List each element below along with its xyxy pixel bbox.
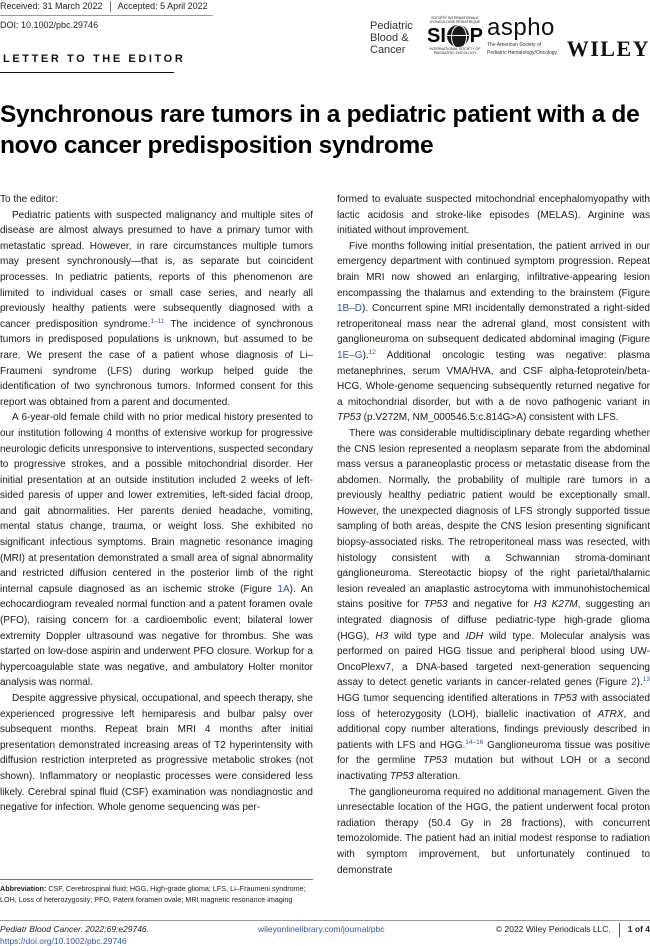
salutation: To the editor: xyxy=(0,194,58,205)
citation-link[interactable]: 14–16 xyxy=(465,738,484,746)
citation-link[interactable]: 13 xyxy=(642,676,650,684)
journal-logo: Pediatric Blood & Cancer xyxy=(370,20,413,56)
article-title: Synchronous rare tumors in a pediatric patient with a de novo cancer predisposition syndrome xyxy=(0,101,640,159)
section-label: LETTER TO THE EDITOR xyxy=(3,53,186,65)
paragraph-3: Despite aggressive physical, occupational, and speech therapy, she experienced progressive left hemiparesis and bulbar palsy over subsequent months. Repeat brain MRI 4 months after initial presentation demonstrated increasing areas of T2 hyperintensity with diffusion restriction interpreted as progressive metabolic strokes (not shown). Inflammatory or neoplastic processes were considered less likely. Cerebral spinal fluid (CSF) examination was nondiagnostic and negative for infection. Whole genome sequencing was per- xyxy=(0,693,313,814)
right-column xyxy=(337,192,650,878)
citation-link[interactable]: 12 xyxy=(368,348,376,356)
publisher-logos xyxy=(370,16,650,64)
accepted-date: Accepted: 5 April 2022 xyxy=(117,1,208,11)
abbreviations-note: Abbreviation: CSF, Cerebrospinal fluid; HGG, High-grade glioma; LFS, Li–Fraumeni syndrome; LOH, Loss of heterozygosity; PFO, Patent foramen ovale; MRI magnetic resonance imaging xyxy=(0,884,306,904)
paragraph-5: There was considerable multidisciplinary debate regarding whether the CNS lesion represented a neoplasm separate from the abdominal mass versus a paraneoplastic process or metastatic disease from the abdomen. Normally, the probability of multiple rare tumors in a previously healthy pediatric patient would be exceptionally small. However, the unexpected diagnosis of LFS strongly supported tissue sampling of both areas, despite the CNS lesion presenting significant biopsy-associated risks. The retroperitoneal mass was resected, with histology consistent with a Schwannian stroma-dominant ganglioneuroma. Stereotactic biopsy of the right parietal/thalamic lesion revealed an anaplastic astrocytoma with immunohistochemical stains positive for TP53 and negative for H3 K27M, suggesting an integrated diagnosis of diffuse pediatric-type high-grade glioma (HGG), H3 wild type and IDH wild type. Molecular analysis was performed on paired HGG tissue and peripheral blood using UW-OncoPlexv7, a DNA-based targeted next-generation sequencing assay to detect genetic variants in cancer-related genes (Figure 2).$^{13}$ HGG tumor sequencing identified alterations in TP53 with associated loss of heterozygosity (LOH), biallelic inactivation of ATRX, and additional copy number alterations, findings previously described in patients with LFS and HGG.$^{14-16}$ Ganglioneuroma tissue was positive for the germline TP53 mutation but without LOH or a second inactivating TP53 alteration. xyxy=(337,427,650,782)
aspho-logo: aspho The American Society of Pediatric Hematology/Oncology xyxy=(487,14,558,56)
article-doi: DOI: 10.1002/pbc.29746 xyxy=(0,20,99,30)
abbreviation-rule xyxy=(0,879,313,880)
article-meta xyxy=(0,0,208,30)
footer-rule xyxy=(0,920,650,921)
doi-link[interactable]: https://doi.org/10.1002/pbc.29746 xyxy=(0,936,127,946)
paragraph-6: The ganglioneuroma required no additional management. Given the unresectable location of the HGG, the patient underwent focal proton radiation therapy (50.4 Gy in 28 fractions), with concurrent temozolomide. The patient had an initial modest response to radiation with symptom improvement, but unfortunately continued to demonstrate xyxy=(337,786,650,876)
meta-divider xyxy=(110,1,111,12)
left-column xyxy=(0,192,313,816)
footer-divider xyxy=(619,923,620,937)
page-number: 1 of 4 xyxy=(627,924,650,934)
siop-logo: SOCIÉTÉ INTERNATIONALE D'ONCOLOGIE PÉDIATRIQUE SI P INTERNATIONAL SOCIETY OF PAEDIATRIC ONCOLOGY xyxy=(427,16,483,55)
citation-link[interactable]: 1–11 xyxy=(150,317,165,325)
paragraph-3-continued: formed to evaluate suspected mitochondrial encephalomyopathy with lactic acidosis and stroke-like episodes (MELAS). Arginine was initiated without improvement. xyxy=(337,194,650,237)
figure-link[interactable]: 1A xyxy=(277,583,290,595)
footer-right xyxy=(496,923,650,937)
figure-link[interactable]: 2 xyxy=(631,677,637,689)
wiley-logo: WILEY xyxy=(566,36,650,61)
paragraph-2: A 6-year-old female child with no prior medical history presented to our institution following 4 months of extensive workup for progressive neurologic deficits unresponsive to interventions, suspected secondary to progressive strokes, and a possible mitochondrial disorder. Her initial presentation at an outside institution included 2 weeks of left-sided paresis of upper and lower extremities, left-sided facial droop, and gait abnormalities. Her parents denied headache, vomiting, mental status change, trauma, or weight loss. She exhibited no significant infectious symptoms. Brain magnetic resonance imaging (MRI) at presentation demonstrated a small area of signal abnormality and restricted diffusion centered in the posterior limb of the right internal capsule diagnosed as an ischemic stroke (Figure 1A). An echocardiogram revealed normal function and a patent foramen ovale (PFO), raising concern for a cardioembolic event; bilateral lower extremity Doppler ultrasound was negative for thrombus. She was started on low-dose aspirin and underwent PFO closure. Workup for a hypercoagulable state was negative, and ambulatory Holter monitor analysis was normal. xyxy=(0,412,313,689)
received-date: Received: 31 March 2022 xyxy=(0,1,103,11)
journal-url-link[interactable]: wileyonlinelibrary.com/journal/pbc xyxy=(258,924,385,934)
copyright: © 2022 Wiley Periodicals LLC. xyxy=(495,924,611,934)
meta-rule xyxy=(0,15,213,16)
paragraph-1: Pediatric patients with suspected malignancy and multiple sites of disease are almost always presumed to have a primary tumor with metastatic spread. However, in rare circumstances multiple tumors may present synchronously—that is, as separate but coincident processes. In pediatric patients, reports of this phenomenon are limited to individual cases or small case series, and nearly all previously healthy patients were subsequently diagnosed with a cancer predisposition syndrome.$^{1-11}$ The incidence of synchronous tumors in predisposed populations is unknown, but assumed to be rare. We present the case of a patient whose diagnosis of Li–Fraumeni syndrome (LFS) during workup helped guide the identification of two synchronous tumors. Informed consent for this report was obtained from a parent and documented. xyxy=(0,209,313,408)
figure-link[interactable]: 1B–D xyxy=(337,303,363,315)
globe-icon xyxy=(447,25,469,47)
figure-link[interactable]: 1E–G xyxy=(337,349,363,361)
paragraph-4: Five months following initial presentation, the patient arrived in our emergency department with continued symptom progression. Repeat brain MRI now showed an enlarging, infiltrative-appearing lesion encompassing the thalamus and extending to the brainstem (Figure 1B–D). Concurrent spine MRI incidentally demonstrated a right-sided retroperitoneal mass near the adrenal gland, most consistent with ganglioneuroma on subsequent dedicated abdominal imaging (Figure 1E–G).$^{12}$ Additional oncologic testing was negative: plasma metanephrines, serum VMA/HVA, and CSF alpha-fetoprotein/beta-HCG. Whole-genome sequencing subsequently returned negative for a mitochondrial disorder, but with a de novo pathogenic variant in TP53 (p.V272M, NM_000546.5:c.814G>A) consistent with LFS. xyxy=(337,240,650,424)
footer-citation: Pediatr Blood Cancer. 2022;69:e29746. https://doi.org/10.1002/pbc.29746 xyxy=(0,924,150,946)
section-rule xyxy=(0,72,174,73)
